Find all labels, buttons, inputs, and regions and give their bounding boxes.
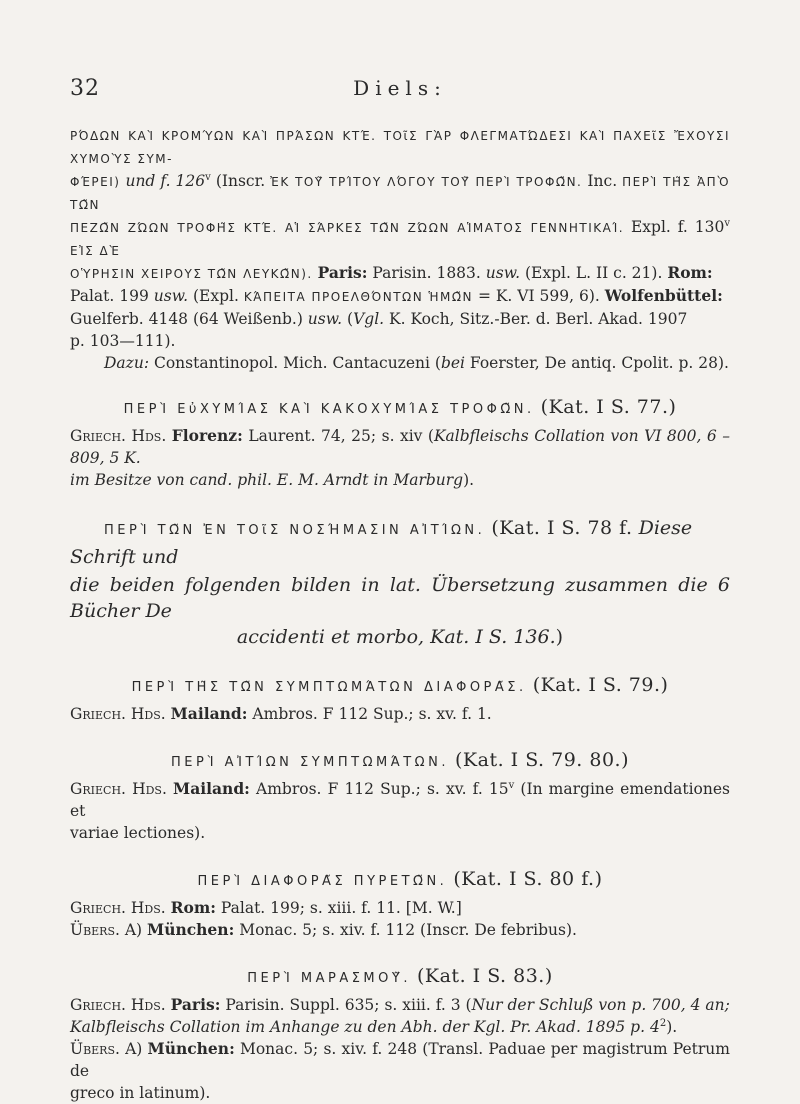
text-line [70,124,730,170]
greek-text: ἘΚ ΤΟΥ͂ ΤΡΊΤΟΥ ΛΌΓΟΥ ΤΟΥ͂ ΠΕΡῚ ΤΡΟΦΩ͂Ν. [270,175,583,189]
greek-text: ΟὙΡΗΣΙΝ ΧΕΙΡΟΥΣ ΤΩ͂Ν ΛΕΥΚΩ͂Ν). [70,267,313,281]
text: Diese Schrift und [70,517,693,568]
superscript: v [724,217,730,229]
catalog-ref: (Kat. I S. 79. 80.) [455,749,630,771]
text-line [70,330,730,352]
text: Parisin. Suppl. 635; s. xiii. f. 3 ( [220,996,472,1014]
text: Monac. 5; s. xiv. f. 248 (Transl. Paduae per magistrum Petrum de [70,1040,730,1080]
greek-title: ΠΕΡῚ ΑἸΤΊΩΝ ΣΥΜΠΤΩΜΆΤΩΝ. [170,755,449,770]
text: Nur der Schluß von p. 700, 4 an; [471,996,730,1014]
text: Palat. 199; s. xiii. f. 11. [M. W.] [215,899,462,917]
text: Ambros. F 112 Sup.; s. xv. f. 15 [249,780,509,798]
text: ( [342,310,354,328]
text-line [70,1038,730,1082]
text: K. Koch, Sitz.-Ber. d. Berl. Akad. 1907 [384,310,688,328]
greek-text: ΚΆΠΕΙΤΑ ΠΡΟΕΛΘΌΝΤΩΝ ἩΜΩ͂Ν [243,290,474,304]
entry-title [70,672,730,701]
text-line [70,778,730,822]
text: die beiden folgenden bilden in lat. Übersetzung zusammen die 6 Bücher De [70,574,730,622]
dazu-label: Dazu: [104,354,150,372]
text-line [70,308,730,330]
text-line [70,1082,730,1104]
greek-title: ΠΕΡῚ ΔΙΑΦΟΡΑ͂Σ ΠΥΡΕΤΩ͂Ν. [197,874,448,889]
text: usw. [485,264,521,282]
library-place: Paris: [170,995,221,1014]
superscript: 2 [659,1017,667,1029]
text: Foerster, De antiq. Cpolit. p. 28). [465,354,729,372]
catalog-ref: (Kat. I S. 78 f. [491,517,633,539]
entry [70,747,730,844]
text: greco in latinum). [70,1084,211,1102]
text: Monac. 5; s. xiv. f. 112 (Inscr. De febribus). [234,921,577,939]
text-line [70,624,730,650]
library-place: Mailand: [173,779,250,798]
library-place: Rom: [667,263,713,282]
entry [70,394,730,491]
catalog-ref: (Kat. I S. 80 f.) [453,868,603,890]
entry-title [70,394,730,423]
entry [70,963,730,1104]
text-line [70,469,730,491]
text: Laurent. 74, 25; s. xiv ( [242,427,434,445]
text: ). [666,1018,678,1036]
ubers-label: Übers. [70,921,120,939]
greek-text: ΕἸΣ ΔῈ [70,244,121,258]
text: bei [440,354,465,372]
text: = K. VI 599, 6). [473,287,605,305]
text-line [70,897,730,919]
text: im Besitze von cand. phil. E. M. Arndt in Marburg [70,471,464,489]
superscript: v [508,779,515,791]
entry-title [70,963,730,992]
catalog-ref: (Kat. I S. 83.) [417,965,553,987]
text: Ambros. F 112 Sup.; s. xv. f. 1. [247,705,492,723]
text-line [70,703,730,725]
greek-title: ΠΕΡῚ ΤΗ͂Σ ΤΩ͂Ν ΣΥΜΠΤΩΜΆΤΩΝ ΔΙΑΦΟΡΑ͂Σ. [131,680,527,695]
catalog-ref: (Kat. I S. 77.) [540,396,677,418]
catalog-ref: (Kat. I S. 79.) [532,674,669,696]
superscript: v [205,171,211,183]
greek-text: ΠΕΖΩ͂Ν ΖΏΩΝ ΤΡΟΦΗ͂Σ ΚΤΈ. ΑἹ ΣΆΡΚΕΣ ΤΩ͂Ν ΖΏΩΝ ΑἹΜΑΤΟΣ ΓΕΝΝΗΤΙΚΑΊ. [70,221,625,235]
text-line [70,822,730,844]
entry-title [70,866,730,895]
hds-label: Griech. Hds. [70,780,167,798]
greek-title: ΠΕΡῚ ΜΑΡΑΣΜΟΥ͂. [247,971,411,986]
text: A) [119,921,148,939]
library-place: Paris: [317,263,368,282]
text-line [70,170,730,216]
library-place: Mailand: [170,704,248,723]
hds-label: Griech. Hds. [70,899,166,917]
library-place: Florenz: [171,426,243,445]
entry-title [70,747,730,776]
text: usw. [153,287,189,305]
text: (Inscr. [210,172,271,190]
entry [70,515,730,650]
text: Inc. [582,172,623,190]
entry [70,866,730,941]
text: usw. [307,310,343,328]
text: accidenti et morbo, [236,626,425,648]
text: ) [555,626,564,648]
page-number: 32 [70,76,100,101]
greek-text: ΦΈΡΕΙ) [70,175,121,189]
text: Kat. I S. 136. [430,626,556,648]
text: (Expl. L. II c. 21). [520,264,668,282]
page-header [70,76,730,106]
text-line [70,572,730,624]
text: Vgl. [353,310,385,328]
library-place: Rom: [170,898,216,917]
text-line [70,919,730,941]
text-line [70,994,730,1016]
text: und f. 126 [120,172,206,190]
text: Expl. f. 130 [624,218,725,236]
library-place: Wolfenbüttel: [604,286,723,305]
page-body [70,124,730,1104]
library-place: München: [147,1039,235,1058]
entry-title [70,515,730,570]
text: Guelferb. 4148 (64 Weißenb.) [70,310,308,328]
text: Constantinopol. Mich. Cantacuzeni ( [149,354,441,372]
text: Parisin. 1883. [367,264,486,282]
text: (Expl. [188,287,244,305]
continuation-block [70,124,730,374]
hds-label: Griech. Hds. [70,427,167,445]
entry [70,672,730,725]
greek-title: ΠΕΡῚ ΤΩ͂Ν ἘΝ ΤΟῖΣ ΝΟΣΉΜΑΣΙΝ ΑἸΤΊΩΝ. [104,523,486,538]
hds-label: Griech. Hds. [70,996,166,1014]
ubers-label: Übers. [70,1040,120,1058]
text: Kalbfleischs Collation von VI 800, 6 – 809, 5 K. [70,427,730,467]
text-line [70,285,730,308]
text-line [70,1016,730,1038]
greek-text: ΠΕΡῚ ΤΗ͂Σ ἈΠῸ ΤΩ͂Ν [70,175,730,212]
greek-title: ΠΕΡῚ ΕὐΧΥΜΊΑΣ ΚΑῚ ΚΑΚΟΧΥΜΊΑΣ ΤΡΟΦΩ͂Ν. [123,402,535,417]
running-head: Diels: [353,76,447,100]
text: p. 103—111). [70,332,176,350]
text-line [70,262,730,285]
text: Kalbfleischs Collation im Anhange zu den Abh. der Kgl. Pr. Akad. 1895 p. 4 [70,1018,660,1036]
text: (In margine emendationes et [70,780,730,820]
text-line [70,216,730,262]
text: Palat. 199 [70,287,154,305]
text: A) [119,1040,148,1058]
text-line [70,425,730,469]
text: variae lectiones). [70,824,206,842]
library-place: München: [147,920,235,939]
text-line [70,352,730,374]
greek-text: ΡΌΔΩΝ ΚΑῚ ΚΡΟΜΎΩΝ ΚΑῚ ΠΡΆΣΩΝ ΚΤΈ. ΤΟῖΣ ΓᾺΡ ΦΛΕΓΜΑΤΏΔΕΣΙ ΚΑῚ ΠΑΧΕῖΣ ἜΧΟΥΣΙ ΧΥΜΟῪΣ ΣΥΜ- [70,129,730,166]
hds-label: Griech. Hds. [70,705,166,723]
text: ). [463,471,475,489]
